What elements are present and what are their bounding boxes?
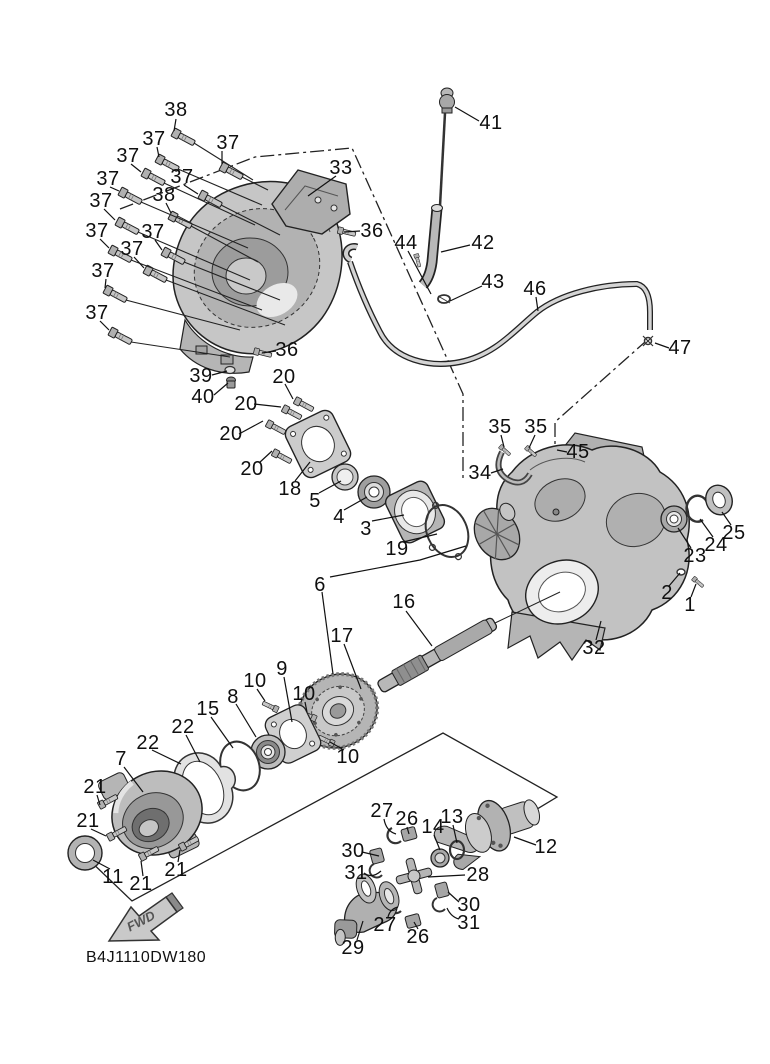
- clip-31b: [433, 898, 445, 911]
- callout-42: 42: [471, 232, 495, 254]
- callout-23: 23: [683, 545, 707, 567]
- callout-19: 19: [385, 538, 409, 560]
- callout-16: 16: [392, 591, 416, 613]
- callout-36: 36: [275, 339, 299, 361]
- seal-25: [702, 481, 737, 518]
- yoke-29: [315, 862, 408, 949]
- callout-3: 3: [360, 518, 372, 540]
- callout-31: 31: [344, 862, 368, 884]
- callout-46: 46: [523, 278, 547, 300]
- callout-6: 6: [314, 574, 326, 596]
- callout-37: 37: [216, 132, 240, 154]
- dipstick-assembly: [414, 88, 455, 303]
- callout-32: 32: [582, 637, 606, 659]
- callout-37: 37: [170, 166, 194, 188]
- callout-41: 41: [479, 112, 503, 134]
- callout-8: 8: [227, 686, 239, 708]
- callout-47: 47: [668, 337, 692, 359]
- callout-25: 25: [722, 522, 746, 544]
- fwd-label: FWD: [124, 907, 158, 935]
- callout-30: 30: [457, 894, 481, 916]
- callout-37: 37: [141, 221, 165, 243]
- callout-26: 26: [406, 926, 430, 948]
- cap-26b: [405, 913, 422, 928]
- callout-17: 17: [330, 625, 354, 647]
- cap-30b: [434, 882, 449, 899]
- callout-45: 45: [566, 441, 590, 463]
- callout-21: 21: [129, 873, 153, 895]
- callout-31: 31: [457, 912, 481, 934]
- callout-21: 21: [76, 810, 100, 832]
- callout-2: 2: [661, 582, 673, 604]
- callout-38: 38: [152, 184, 176, 206]
- callout-29: 29: [341, 937, 365, 959]
- callout-12: 12: [534, 836, 558, 858]
- callout-35: 35: [524, 416, 548, 438]
- gear-case: [491, 433, 737, 660]
- breather-hose: [346, 246, 653, 363]
- callout-5: 5: [309, 490, 321, 512]
- callout-20: 20: [219, 423, 243, 445]
- callout-26: 26: [395, 808, 419, 830]
- callout-37: 37: [85, 220, 109, 242]
- callout-20: 20: [240, 458, 264, 480]
- callout-13: 13: [440, 806, 464, 828]
- callout-37: 37: [85, 302, 109, 324]
- callout-22: 22: [136, 732, 160, 754]
- callout-27: 27: [373, 914, 397, 936]
- callout-27: 27: [370, 800, 394, 822]
- callout-30: 30: [341, 840, 365, 862]
- callout-24: 24: [704, 534, 728, 556]
- callout-20: 20: [272, 366, 296, 388]
- nut-14: [431, 849, 449, 867]
- callout-40: 40: [191, 386, 215, 408]
- fwd-arrow: [109, 893, 183, 941]
- u-joint-group: [315, 786, 548, 948]
- callout-14: 14: [421, 816, 445, 838]
- callout-43: 43: [481, 271, 505, 293]
- callout-10: 10: [292, 683, 316, 705]
- callout-37: 37: [89, 190, 113, 212]
- callout-21: 21: [83, 776, 107, 798]
- callout-21: 21: [164, 859, 188, 881]
- retainer-3: [383, 479, 447, 546]
- part-code: B4J1110DW180: [86, 949, 207, 966]
- callout-15: 15: [196, 698, 220, 720]
- callout-22: 22: [171, 716, 195, 738]
- callout-4: 4: [333, 506, 345, 528]
- callout-10: 10: [336, 746, 360, 768]
- bolt-1: [691, 576, 704, 588]
- callout-35: 35: [488, 416, 512, 438]
- callout-37: 37: [142, 128, 166, 150]
- bearing-23: [661, 506, 687, 532]
- callout-1: 1: [684, 594, 696, 616]
- callout-44: 44: [394, 232, 418, 254]
- spider-28: [392, 854, 436, 898]
- callout-18: 18: [278, 478, 302, 500]
- callout-7: 7: [115, 748, 127, 770]
- callout-28: 28: [466, 864, 490, 886]
- callout-37: 37: [116, 145, 140, 167]
- callout-37: 37: [96, 168, 120, 190]
- callout-38: 38: [164, 99, 188, 121]
- oil-seal-11: [68, 836, 102, 870]
- callout-39: 39: [189, 365, 213, 387]
- callout-37: 37: [91, 260, 115, 282]
- callout-36: 36: [360, 220, 384, 242]
- callout-20: 20: [234, 393, 258, 415]
- circlip-24: [687, 496, 707, 522]
- hose-clip-47: [643, 336, 653, 346]
- callout-33: 33: [329, 157, 353, 179]
- callout-37: 37: [120, 238, 144, 260]
- callout-34: 34: [468, 462, 492, 484]
- callout-9: 9: [276, 658, 288, 680]
- washer-2: [677, 569, 685, 575]
- callout-10: 10: [243, 670, 267, 692]
- callout-11: 11: [102, 866, 124, 888]
